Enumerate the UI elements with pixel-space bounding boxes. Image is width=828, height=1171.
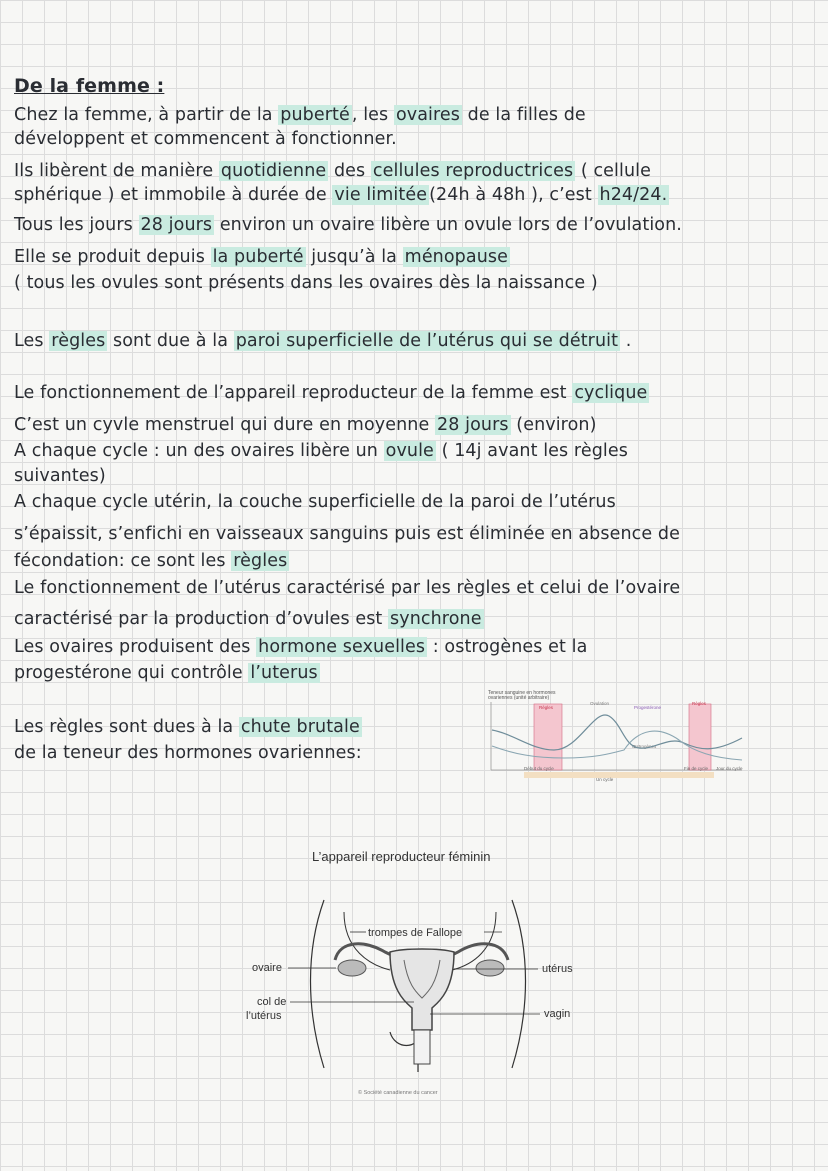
text-line: suivantes)	[14, 466, 106, 486]
graph-label-progesterone: Progestérone	[634, 705, 662, 710]
hormone-graph	[484, 688, 748, 790]
reproductive-diagram	[240, 890, 600, 1100]
label-ovaire: ovaire	[252, 962, 282, 974]
text-line: progestérone qui contrôle l’uterus	[14, 663, 318, 683]
text-line: Elle se produit depuis la puberté jusqu’à la ménopause	[14, 247, 508, 267]
graph-label-ovulation: Ovulation	[590, 701, 610, 706]
text-line: Chez la femme, à partir de la puberté , les ovaires de la filles de	[14, 105, 586, 125]
text-line: A chaque cycle : un des ovaires libère un ovule ( 14j avant les règles	[14, 441, 628, 461]
graph-label-fin: Fin de cycle	[684, 766, 709, 771]
graph-label-debut: Début du cycle	[524, 766, 554, 771]
graph-title-line2: ovariennes (unité arbitraire)	[488, 695, 550, 701]
text-line: Le fonctionnement de l’appareil reproducteur de la femme est cyclique	[14, 383, 648, 403]
left-ovary	[338, 960, 366, 976]
text-line: sphérique ) et immobile à durée de vie limitée (24h à 48h ), c’est h24/24.	[14, 185, 668, 205]
text-line: Les règles sont dues à la chute brutale	[14, 717, 360, 737]
diagram-credit: © Société canadienne du cancer	[358, 1090, 438, 1096]
label-vagin: vagin	[544, 1008, 571, 1020]
graph-label-regles-2: Règles	[692, 701, 707, 706]
text-line: A chaque cycle utérin, la couche superficielle de la paroi de l’utérus	[14, 492, 616, 512]
text-line: Le fonctionnement de l’utérus caractérisé par les règles et celui de l’ovaire	[14, 578, 681, 598]
graph-regles-band-1	[534, 704, 562, 770]
label-col-1: col de	[257, 996, 287, 1008]
section-title: De la femme :	[14, 75, 165, 97]
graph-regles-band-2	[689, 704, 711, 770]
label-trompes: trompes de Fallope	[368, 927, 463, 939]
uterus-shape	[390, 949, 454, 1030]
diagram-title: L’appareil reproducteur féminin	[312, 849, 491, 864]
graph-label-cycle: Un cycle	[596, 777, 614, 782]
text-line: Tous les jours 28 jours environ un ovaire libère un ovule lors de l’ovulation.	[14, 215, 682, 235]
text-line: Ils libèrent de manière quotidienne des cellules reproductrices ( cellule	[14, 161, 651, 181]
text-line: Les règles sont due à la paroi superficielle de l’utérus qui se détruit .	[14, 331, 632, 351]
graph-title-line1: Teneur sanguine en hormones	[488, 690, 556, 696]
text-line: C’est un cyvle menstruel qui dure en moyenne 28 jours (environ)	[14, 415, 597, 435]
label-col-2: l’utérus	[246, 1010, 282, 1022]
text-line: de la teneur des hormones ovariennes:	[14, 743, 362, 763]
text-line: Les ovaires produisent des hormone sexuelles : ostrogènes et la	[14, 637, 588, 657]
graph-cycle-bar	[524, 772, 714, 778]
right-ovary	[476, 960, 504, 976]
graph-label-oestrogenes: Œstrogènes	[632, 744, 657, 749]
text-line: fécondation: ce sont les règles	[14, 551, 288, 571]
graph-label-regles-1: Règles	[539, 705, 554, 710]
text-line: caractérisé par la production d’ovules est synchrone	[14, 609, 482, 629]
label-uterus: utérus	[542, 963, 573, 975]
text-line: s’épaissit, s’enfichi en vaisseaux sanguins puis est éliminée en absence de	[14, 524, 680, 544]
text-line: développent et commencent à fonctionner.	[14, 129, 397, 149]
text-line: ( tous les ovules sont présents dans les ovaires dès la naissance )	[14, 273, 598, 293]
graph-label-jour: Jour du cycle	[716, 766, 743, 771]
